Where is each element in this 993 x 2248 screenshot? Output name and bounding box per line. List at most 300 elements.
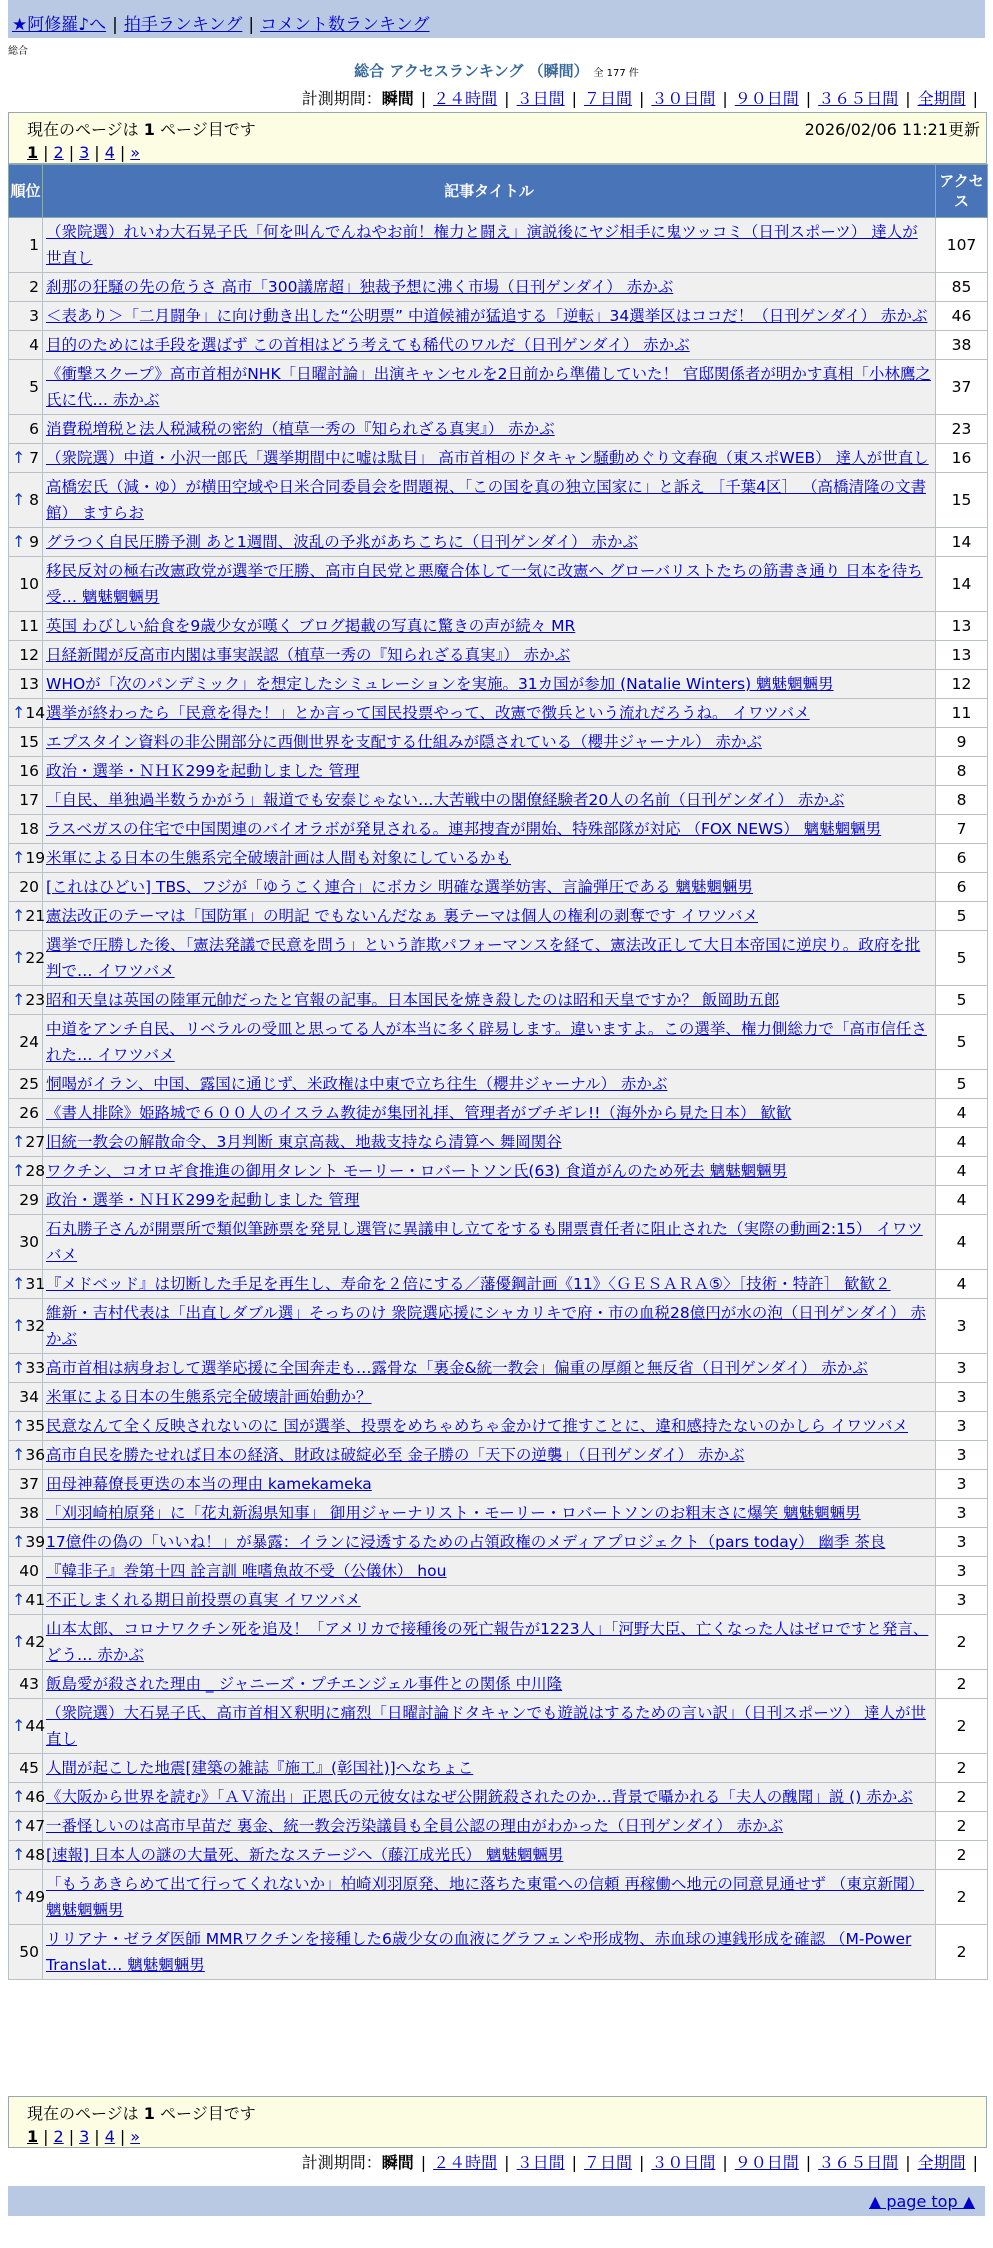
article-link[interactable]: 『メドベッド』は切断した手足を再生し、寿命を２倍にする／藩優鋼計画《11》〈ＧＥＳＡＲＡ⑤〉［技術・特許］ 歓歓２ [46,1275,891,1293]
rank-cell [9,1557,43,1586]
title-cell [43,902,936,931]
rank-number: 5 [29,378,39,396]
access-count: 8 [936,757,988,786]
title-cell [43,815,936,844]
access-count: 12 [936,670,988,699]
arrow-up-icon: ↑ [12,1416,26,1435]
article-link[interactable]: 恫喝がイラン、中国、露国に通じず、米政権は中東で立ち往生（櫻井ジャーナル） 赤かぶ [46,1075,668,1093]
rank-number: 31 [25,1275,46,1293]
article-link[interactable]: 英国 わびしい給食を9歳少女が嘆く ブログ掲載の写真に驚きの声が続々 MR [46,617,576,635]
period-link[interactable]: ９０日間 [734,89,799,108]
pagination-separator: | [43,143,49,162]
home-link[interactable]: ★阿修羅♪へ [12,15,107,35]
rank-cell [9,528,43,557]
page-info-box-bottom [8,2096,987,2148]
rank-cell [9,1670,43,1699]
period-current: 瞬間 [381,89,414,108]
rank-number: 24 [19,1033,39,1051]
page-heading [0,60,993,81]
period-link[interactable]: ３６５日間 [818,89,899,108]
access-count: 7 [936,815,988,844]
article-link[interactable]: リリアナ・ゼラダ医師 MMRワクチンを接種した6歳少女の血液にグラフェンや形成物、赤血球の連銭形成を確認 （M-Power Translat… 魑魅魍魎男 [46,1930,912,1974]
site-label: 総合 [8,46,28,57]
rank-number: 28 [25,1162,46,1180]
period-separator: | [504,2153,510,2172]
rank-cell [9,273,43,302]
access-count: 5 [936,986,988,1015]
article-link[interactable]: 「自民、単独過半数うかがう」報道でも安泰じゃない…大苦戦中の閣僚経験者20人の名前（日刊ゲンダイ） 赤かぶ [46,791,845,809]
article-link[interactable]: 中道をアンチ自民、リベラルの受皿と思ってる人が本当に多く辟易します。違いますよ。この選挙、権力側総力で「高市信任された… イワツバメ [46,1020,927,1064]
title-cell [43,986,936,1015]
title-cell [43,1099,936,1128]
article-link[interactable]: 《大阪から世界を読む》「ＡＶ流出」正恩氏の元彼女はなぜ公開銃殺されたのか…背景で囁かれる「夫人の醜聞」説 () 赤かぶ [46,1788,913,1806]
table-row [9,444,988,473]
title-cell [43,218,936,273]
access-count: 38 [936,331,988,360]
article-link[interactable]: グラつく自民圧勝予測 あと1週間、波乱の予兆があちこちに（日刊ゲンダイ） 赤かぶ [46,533,638,551]
rank-number: 4 [29,336,39,354]
pagination-link[interactable]: 2 [53,143,64,162]
rank-cell [9,1754,43,1783]
article-link[interactable]: 山本太郎、コロナワクチン死を追及！「アメリカで接種後の死亡報告が1223人」「河野大臣、亡くなった人はゼロですと発言、どう… 赤かぶ [46,1620,929,1664]
table-row [9,331,988,360]
pagination [27,2127,140,2146]
article-link[interactable]: 『韓非子』巻第十四 詮言訓 唯嗜魚故不受（公儀休） hou [46,1562,447,1580]
table-row [9,1754,988,1783]
access-count: 6 [936,873,988,902]
rank-cell [9,1499,43,1528]
period-separator: | [972,2153,978,2172]
article-link[interactable]: 石丸勝子さんが開票所で類似筆跡票を発見し選管に異議申し立てをするも開票責任者に阻止された（実際の動画2:15） イワツバメ [46,1220,923,1264]
rank-cell [9,415,43,444]
title-cell [43,641,936,670]
title-cell [43,1215,936,1270]
article-link[interactable]: 選挙が終わったら「民意を得た！」とか言って国民投票やって、改憲で徴兵という流れだろうね。 イワツバメ [46,704,810,722]
pagination-separator: | [119,2127,126,2146]
pagination-separator: | [94,2127,100,2146]
rank-number: 22 [25,949,46,967]
rank-number: 11 [19,617,39,635]
period-separator: | [638,89,645,108]
rank-number: 26 [19,1104,39,1122]
arrow-up-icon: ↑ [12,1845,26,1864]
rank-number: 46 [25,1788,46,1806]
title-cell [43,557,936,612]
table-row [9,473,988,528]
rank-number: 47 [25,1817,46,1835]
access-count: 15 [936,473,988,528]
article-link[interactable]: 「刈羽崎柏原発」に「花丸新潟県知事」 御用ジャーナリスト・モーリー・ロバートソンのお粗末さに爆笑 魑魅魍魎男 [46,1504,861,1522]
arrow-up-icon: ↑ [12,906,26,925]
period-link[interactable]: 全期間 [917,89,966,108]
period-link[interactable]: ２４時間 [433,2153,498,2172]
table-row [9,815,988,844]
pagination-link[interactable]: 2 [53,2127,64,2146]
rank-number: 48 [25,1846,46,1864]
article-link[interactable]: 目的のためには手段を選ばず この首相はどう考えても稀代のワルだ（日刊ゲンダイ） 赤かぶ [46,336,690,354]
period-separator: | [571,89,577,108]
table-row [9,273,988,302]
table-row [9,218,988,273]
table-row [9,1412,988,1441]
article-link[interactable]: 憲法改正のテーマは「国防軍」の明記 でもないんだなぁ 裏テーマは個人の権利の剥奪です イワツバメ [46,907,758,925]
table-row [9,670,988,699]
page-top-link[interactable]: ▲ page top ▲ [868,2192,975,2211]
rank-number: 35 [25,1417,46,1435]
rank-number: 14 [25,704,46,722]
title-cell [43,1186,936,1215]
arrow-up-icon: ↑ [12,848,26,867]
period-link[interactable]: ７日間 [583,2153,632,2172]
period-separator: | [905,2153,911,2172]
article-link[interactable]: 米軍による日本の生態系完全破壊計画は人間も対象にしているかも [46,849,512,867]
period-link[interactable]: ２４時間 [433,89,498,108]
title-cell [43,1699,936,1754]
rank-number: 2 [29,278,39,296]
article-link[interactable]: 維新・吉村代表は「出直しダブル選」そっちのけ 衆院選応援にシャカリキで府・市の血税28億円が水の泡（日刊ゲンダイ） 赤かぶ [46,1304,926,1348]
table-row [9,528,988,557]
rank-number: 38 [19,1504,39,1522]
article-link[interactable]: 17億件の偽の「いいね！」が暴露：イランに浸透するための占領政権のメディアプロジェクト（pars today） 幽季 茶良 [46,1533,886,1551]
article-link[interactable]: 高市首相は病身おして選挙応援に全国奔走も…露骨な「裏金&統一教会」偏重の厚顔と無反省（日刊ゲンダイ） 赤かぶ [46,1359,868,1377]
rank-cell [9,1215,43,1270]
access-count: 11 [936,699,988,728]
article-link[interactable]: ＜表あり＞「二月闘争」に向け動き出した“公明票” 中道候補が猛追する「逆転」34選挙区はココだ！（日刊ゲンダイ） 赤かぶ [46,307,928,325]
title-cell [43,1586,936,1615]
table-row [9,612,988,641]
rank-number: 40 [19,1562,39,1580]
rank-number: 10 [19,575,39,593]
rank-number: 36 [25,1446,46,1464]
arrow-up-icon: ↑ [12,1161,26,1180]
table-row [9,1699,988,1754]
rank-cell [9,1412,46,1441]
pagination-next[interactable]: » [130,2127,141,2146]
rank-cell [9,641,43,670]
rank-number: 12 [19,646,39,664]
title-cell [43,1754,936,1783]
column-header-rank: 順位 [9,165,43,218]
table-row [9,1528,988,1557]
period-separator: | [504,89,510,108]
table-row [9,641,988,670]
access-count: 4 [936,1099,988,1128]
current-page-number: 1 [143,120,155,139]
access-count: 14 [936,528,988,557]
pagination-link[interactable]: 3 [79,2127,90,2146]
footer-bar [8,2186,985,2216]
pagination-link[interactable]: 4 [104,143,115,162]
table-row [9,1615,988,1670]
access-count: 46 [936,302,988,331]
page-info-prefix: 現在のページは [27,120,139,139]
access-count: 8 [936,786,988,815]
top-nav-bar [8,0,985,38]
article-link[interactable]: 田母神幕僚長更迭の本当の理由 kamekameka [46,1475,372,1493]
rank-cell [9,728,43,757]
rank-number: 39 [25,1533,46,1551]
rank-number: 43 [19,1675,39,1693]
article-link[interactable]: WHOが「次のパンデミック」を想定したシミュレーションを実施。31カ国が参加 (Natalie Winters) 魑魅魍魎男 [46,675,834,693]
title-cell [43,1925,936,1980]
page-info-text [27,2101,256,2124]
table-row [9,1015,988,1070]
arrow-up-icon: ↑ [12,1590,26,1609]
access-count: 2 [936,1783,988,1812]
period-link[interactable]: ３０日間 [651,89,716,108]
article-link[interactable]: 政治・選挙・ＮＨＫ299を起動しました 管理 [46,1191,360,1209]
article-link[interactable]: エプスタイン資料の非公開部分に西側世界を支配する仕組みが隠されている（櫻井ジャーナル） 赤かぶ [46,733,762,751]
article-link[interactable]: [これはひどい] TBS、フジが「ゆうこく連合」にボカシ 明確な選挙妨害、言論弾圧である 魑魅魍魎男 [46,878,753,896]
access-count: 14 [936,557,988,612]
rank-cell [9,931,46,986]
access-count: 5 [936,931,988,986]
article-link[interactable]: ワクチン、コオロギ食推進の御用タレント モーリー・ロバートソン氏(63) 食道がんのため死去 魑魅魍魎男 [46,1162,788,1180]
table-row [9,1470,988,1499]
pagination-next[interactable]: » [130,143,141,162]
rank-number: 44 [25,1717,46,1735]
arrow-up-icon: ↑ [12,490,26,509]
page-info-suffix: ページ目です [160,120,256,139]
article-link[interactable]: 消費税増税と法人税減税の密約（植草一秀の『知られざる真実』） 赤かぶ [46,420,555,438]
access-count: 16 [936,444,988,473]
access-count: 3 [936,1586,988,1615]
access-count: 37 [936,360,988,415]
access-count: 3 [936,1528,988,1557]
access-count: 85 [936,273,988,302]
article-link[interactable]: ラスベガスの住宅で中国関連のバイオラボが発見される。連邦捜査が開始、特殊部隊が対応 （FOX NEWS） 魑魅魍魎男 [46,820,882,838]
pagination [27,143,140,162]
period-link[interactable]: ９０日間 [734,2153,799,2172]
access-count: 4 [936,1270,988,1299]
rank-cell [9,1070,43,1099]
rank-cell [9,1299,46,1354]
rank-cell [9,1586,46,1615]
rank-cell [9,218,43,273]
rank-number: 30 [19,1233,39,1251]
table-row [9,986,988,1015]
table-row [9,1925,988,1980]
pagination-current: 1 [27,143,39,162]
table-row [9,1586,988,1615]
period-current: 瞬間 [381,2153,414,2172]
article-link[interactable]: 選挙で圧勝した後、「憲法発議で民意を問う」という詐欺パフォーマンスを経て、憲法改正して大日本帝国に逆戻り。政府を批判で… イワツバメ [46,936,921,980]
title-cell [43,1354,936,1383]
rank-cell [9,557,43,612]
access-count: 5 [936,1070,988,1099]
arrow-up-icon: ↑ [12,1274,26,1293]
rank-cell [9,1528,46,1557]
arrow-up-icon: ↑ [12,948,26,967]
table-row [9,757,988,786]
article-link[interactable]: 民意なんて全く反映されないのに 国が選挙、投票をめちゃめちゃ金かけて推すことに、違和感持たないのかしら イワツバメ [46,1417,909,1435]
rank-cell [9,670,43,699]
access-count: 3 [936,1499,988,1528]
access-count: 3 [936,1441,988,1470]
nav-separator: | [248,15,255,35]
period-selector-bottom [302,2150,985,2173]
article-link[interactable]: 移民反対の極右改憲政党が選挙で圧勝、高市自民党と悪魔合体して一気に改憲へ グローバリストたちの筋書き通り 日本を待ち受… 魑魅魍魎男 [46,562,923,606]
rank-number: 13 [19,675,39,693]
page-title: 総合 アクセスランキング （瞬間） [354,62,589,80]
access-count: 5 [936,902,988,931]
title-cell [43,273,936,302]
arrow-up-icon: ↑ [12,1532,26,1551]
title-cell [43,1812,936,1841]
article-link[interactable]: 米軍による日本の生態系完全破壊計画始動か？ [46,1388,372,1406]
article-link[interactable]: 高橋宏氏（減・ゆ）が横田空域や日米合同委員会を問題視、「この国を真の独立国家に」と訴え ［千葉4区］ （高橋清隆の文書館） ますらお [46,478,926,522]
table-row [9,557,988,612]
table-row [9,786,988,815]
access-count: 2 [936,1812,988,1841]
comment-ranking-link[interactable]: コメント数ランキング [260,15,430,35]
arrow-up-icon: ↑ [12,1787,26,1806]
title-cell [43,873,936,902]
access-count: 3 [936,1299,988,1354]
table-row [9,1070,988,1099]
title-cell [43,1470,936,1499]
article-link[interactable]: 一番怪しいのは高市早苗だ 裏金、統一教会汚染議員も全員公認の理由がわかった（日刊ゲンダイ） 赤かぶ [46,1817,784,1835]
period-link[interactable]: ３６５日間 [818,2153,899,2172]
table-row [9,931,988,986]
article-link[interactable]: 飯島愛が殺された理由 _ ジャニーズ・プチエンジェル事件との関係 中川隆 [46,1675,563,1693]
article-link[interactable]: 「もうあきらめて出て行ってくれないか」柏崎刈羽原発、地に落ちた東電への信頼 再稼働へ地元の同意見通せず （東京新聞） 魑魅魍魎男 [46,1875,924,1919]
access-count: 3 [936,1470,988,1499]
title-cell [43,844,936,873]
pagination-current: 1 [27,2127,39,2146]
rank-cell [9,444,43,473]
pagination-link[interactable]: 4 [104,2127,115,2146]
access-count: 5 [936,1015,988,1070]
arrow-up-icon: ↑ [12,532,26,551]
period-link[interactable]: ３０日間 [651,2153,716,2172]
arrow-up-icon: ↑ [12,1716,26,1735]
rank-cell [9,986,46,1015]
rank-cell [9,1470,43,1499]
title-cell [43,302,936,331]
rank-cell [9,1186,43,1215]
title-cell [43,473,936,528]
rank-cell [9,612,43,641]
arrow-up-icon: ↑ [12,990,26,1009]
rank-cell [9,873,43,902]
article-link[interactable]: （衆院選）れいわ大石晃子氏「何を叫んでんねやお前！権力と闘え」演説後にヤジ相手に鬼ツッコミ（日刊スポーツ） 達人が世直し [46,223,918,267]
rank-number: 19 [25,849,46,867]
title-cell [43,1128,936,1157]
rank-cell [9,1383,43,1412]
rank-number: 37 [19,1475,39,1493]
article-link[interactable]: [速報] 日本人の謎の大量死、新たなステージへ（藤江成光氏） 魑魅魍魎男 [46,1846,564,1864]
article-link[interactable]: 人間が起こした地震[建築の雑誌『施工』(彰国社)]へなちょこ [46,1759,474,1777]
article-link[interactable]: 高市自民を勝たせれば日本の経済、財政は破綻必至 金子勝の「天下の逆襲」（日刊ゲンダイ） 赤かぶ [46,1446,745,1464]
rank-cell [9,1870,46,1925]
title-cell [43,786,936,815]
clap-ranking-link[interactable]: 拍手ランキング [123,15,243,35]
article-link[interactable]: 日経新聞が反高市内閣は事実誤認（植草一秀の『知られざる真実』） 赤かぶ [46,646,571,664]
period-link[interactable]: ３日間 [516,89,565,108]
table-row [9,1299,988,1354]
title-cell [43,1157,936,1186]
rank-number: 45 [19,1759,39,1777]
rank-number: 21 [25,907,46,925]
pagination-link[interactable]: 3 [79,143,90,162]
rank-number: 7 [29,449,39,467]
article-link[interactable]: 政治・選挙・ＮＨＫ299を起動しました 管理 [46,762,360,780]
title-cell [43,528,936,557]
title-cell [43,360,936,415]
rank-cell [9,1128,46,1157]
rank-cell [9,757,43,786]
table-row [9,1186,988,1215]
table-row [9,1270,988,1299]
access-count: 3 [936,1557,988,1586]
table-row [9,360,988,415]
table-row [9,1441,988,1470]
access-count: 4 [936,1128,988,1157]
article-link[interactable]: （衆院選）大石晃子氏、高市首相Ｘ釈明に痛烈「日曜討論ドタキャンでも遊説はするための言い訳」（日刊スポーツ） 達人が世直し [46,1704,927,1748]
article-link[interactable]: 旧統一教会の解散命令、3月判断 東京高裁、地裁支持なら清算へ 舞岡関谷 [46,1133,562,1151]
rank-cell [9,699,46,728]
arrow-up-icon: ↑ [12,1887,26,1906]
title-cell [43,670,936,699]
rank-number: 17 [19,791,39,809]
rank-cell [9,1841,46,1870]
table-row [9,1812,988,1841]
title-cell [43,1299,936,1354]
period-label: 計測期間： [301,2153,382,2172]
article-link[interactable]: 《衝撃スクープ》高市首相がNHK「日曜討論」出演キャンセルを2日前から準備していた！ 官邸関係者が明かす真相「小林鷹之氏に代… 赤かぶ [46,365,931,409]
article-link[interactable]: 不正しまくれる期日前投票の真実 イワツバメ [46,1591,361,1609]
period-separator: | [638,2153,645,2172]
rank-number: 15 [19,733,39,751]
table-row [9,1557,988,1586]
access-count: 2 [936,1670,988,1699]
pagination-separator: | [68,143,75,162]
rank-number: 49 [25,1888,46,1906]
article-link[interactable]: （衆院選）中道・小沢一郎氏「選挙期間中に嘘は駄目」 高市首相のドタキャン騒動めぐり文春砲（東スポWEB） 達人が世直し [46,449,929,467]
arrow-up-icon: ↑ [12,1316,26,1335]
title-cell [43,1499,936,1528]
table-row [9,1841,988,1870]
period-link[interactable]: ７日間 [583,89,632,108]
title-cell [43,1870,936,1925]
title-cell [43,1070,936,1099]
article-link[interactable]: 《書人排除》姫路城で６００人のイスラム教徒が集団礼拝、管理者がブチギレ!!（海外から見た日本） 歓歓 [46,1104,792,1122]
rank-number: 27 [25,1133,46,1151]
table-row [9,302,988,331]
column-header-access: アクセス [936,165,988,218]
arrow-up-icon: ↑ [12,1132,26,1151]
title-cell [43,1441,936,1470]
rank-number: 29 [19,1191,39,1209]
article-link[interactable]: 刹那の狂騒の先の危うさ 高市「300議席超」独裁予想に沸く市場（日刊ゲンダイ） 赤かぶ [46,278,674,296]
title-cell [43,1412,936,1441]
period-link[interactable]: ３日間 [516,2153,565,2172]
period-link[interactable]: 全期間 [917,2153,966,2172]
top-nav-links [12,10,430,35]
total-count: 全 177 件 [593,68,639,79]
table-row [9,1099,988,1128]
rank-number: 32 [25,1317,46,1335]
pagination-separator: | [119,143,126,162]
access-count: 4 [936,1186,988,1215]
title-cell [43,757,936,786]
rank-number: 41 [25,1591,46,1609]
rank-number: 42 [25,1633,46,1651]
article-link[interactable]: 昭和天皇は英国の陸軍元帥だったと官報の記事。日本国民を焼き殺したのは昭和天皇ですか？ 飯岡助五郎 [46,991,780,1009]
column-header-title: 記事タイトル [43,165,936,218]
access-count: 107 [936,218,988,273]
